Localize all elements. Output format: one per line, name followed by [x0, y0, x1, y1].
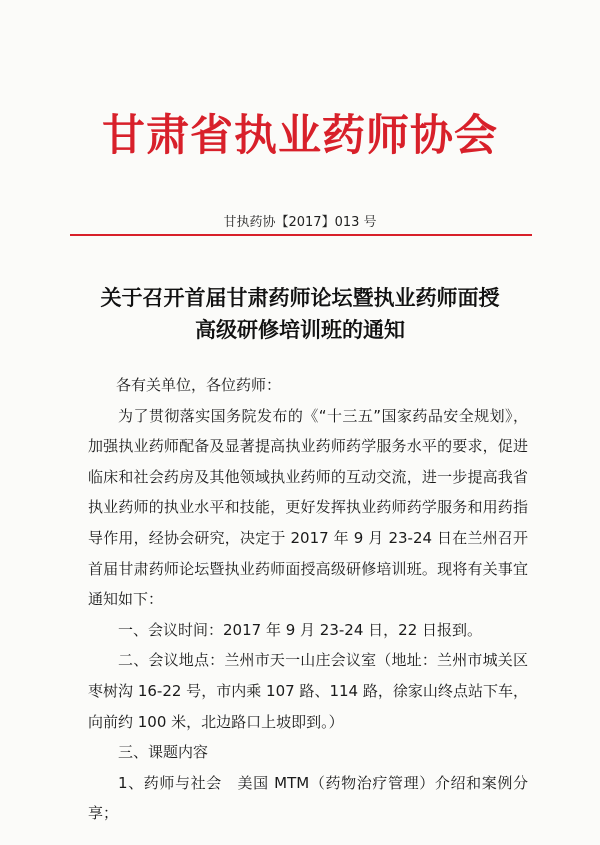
salutation: 各有关单位，各位药师： — [116, 376, 282, 394]
notice-title — [60, 282, 540, 346]
item-topics-heading: 三、课题内容 — [118, 743, 209, 762]
item-meeting-place: 二、会议地点：兰州市天一山庄会议室（地址：兰州市城关区枣树沟 16-22 号，市内乘 107 路、114 路，徐家山终点站下车，向前约 100 米，北边路口上坡即到。） — [88, 651, 528, 731]
item-topic-1: 1、药师与社会 美国 MTM（药物治疗管理）介绍和案例分享； — [88, 773, 528, 823]
intro-paragraph: 为了贯彻落实国务院发布的《“十三五”国家药品安全规划》，加强执业药师配备及显著提高执业药师药学服务水平的要求，促进临床和社会药房及其他领域执业药师的互动交流，进一步提高我省执业药师的执业水平和技能，更好发挥执业药师药学服务和用药指导作用，经协会研究，决定于 2017 年 9 月 23-24 日在兰州召开首届甘肃药师论坛暨执业药师面授高级研修培训班。现将有关事宜通知如下： — [88, 406, 528, 609]
document-number: 甘执药协【2017】013 号 — [223, 215, 377, 230]
red-divider-line — [70, 234, 532, 236]
item-meeting-time: 一、会议时间：2017 年 9 月 23-24 日，22 日报到。 — [118, 620, 483, 639]
org-letterhead-title: 甘肃省执业药师协会 — [102, 111, 498, 161]
notice-title-line-2: 高级研修培训班的通知 — [195, 318, 405, 342]
notice-title-line-1: 关于召开首届甘肃药师论坛暨执业药师面授 — [100, 286, 500, 310]
notice-body — [88, 370, 528, 829]
